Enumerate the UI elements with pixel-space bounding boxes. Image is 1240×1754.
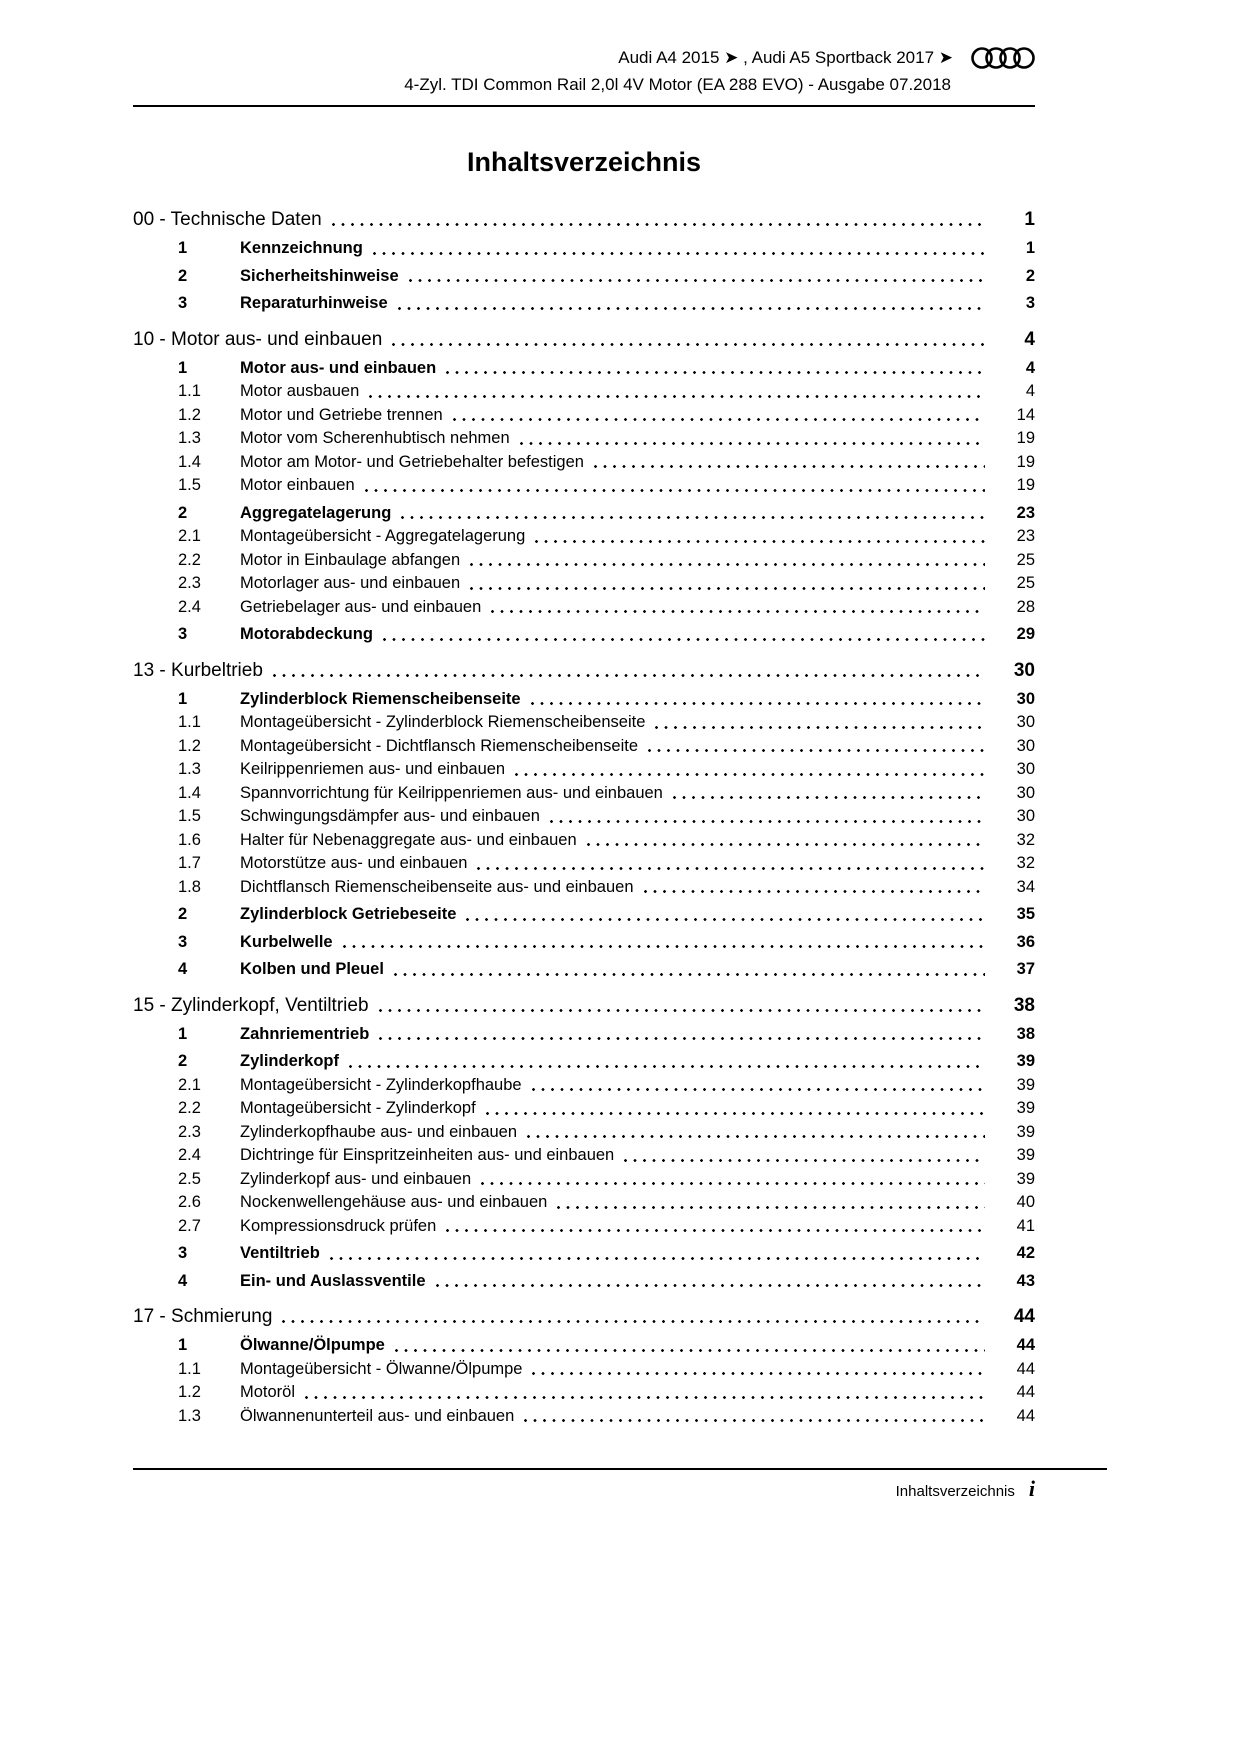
dot-leader: [394, 973, 985, 976]
toc-entry-page: 28: [1016, 597, 1035, 616]
toc-chapter-page: 30: [1013, 659, 1035, 681]
toc-entry-number: 1: [178, 239, 188, 257]
toc-chapter-label: 00 - Technische Daten: [133, 209, 322, 230]
toc-chapter-label: 15 - Zylinderkopf, Ventiltrieb: [133, 994, 369, 1016]
toc-entry-number: 2.5: [178, 1169, 201, 1188]
toc-chapter-page: 38: [1013, 994, 1035, 1016]
toc-entry-label: Montageübersicht - Zylinderkopfhaube: [240, 1075, 522, 1094]
toc-entry-number: 1.2: [178, 736, 201, 755]
page-footer: [133, 1468, 1107, 1502]
toc-entry-label: Zahnriementrieb: [240, 1024, 370, 1043]
toc-entry-number: 1.8: [178, 877, 201, 896]
audi-rings-icon: [971, 46, 1035, 70]
toc-entry-row[interactable]: [133, 1097, 1035, 1121]
toc-entry-row[interactable]: [133, 380, 1035, 404]
toc-entry-row[interactable]: [133, 596, 1035, 620]
dot-leader: [624, 1159, 985, 1162]
toc-entry-number: 2: [178, 1052, 188, 1070]
toc-entry-number: 1.4: [178, 452, 201, 471]
toc-entry-row[interactable]: [133, 735, 1035, 759]
dot-leader: [470, 563, 985, 566]
toc-chapter-page: 4: [1024, 328, 1035, 350]
dot-leader: [282, 1320, 985, 1323]
toc-entry-number: 2.4: [178, 597, 201, 616]
toc-entry-label: Zylinderkopfhaube aus- und einbauen: [240, 1122, 518, 1141]
dot-leader: [535, 540, 985, 543]
toc-entry-label: Motor in Einbaulage abfangen: [240, 550, 461, 569]
toc-entry-number: 1.1: [178, 1359, 201, 1378]
toc-entry-row[interactable]: [133, 1121, 1035, 1145]
toc-entry-number: 2.1: [178, 527, 201, 545]
dot-leader: [373, 252, 985, 255]
toc-entry-number: 1: [178, 358, 188, 377]
toc-entry-label: Motoröl: [240, 1383, 296, 1401]
toc-entry-label: Motor und Getriebe trennen: [240, 405, 443, 424]
dot-leader: [481, 1182, 985, 1185]
toc-entry-row[interactable]: [133, 549, 1035, 573]
header-divider: [133, 105, 1035, 107]
toc-entry-page: 19: [1016, 452, 1035, 471]
toc-entry-number: 1.6: [178, 830, 201, 849]
toc-entry-number: 3: [178, 1244, 188, 1262]
toc-chapter-label: 17 - Schmierung: [133, 1306, 273, 1327]
toc-entry-number: 4: [178, 1271, 188, 1290]
footer-label: Inhaltsverzeichnis: [895, 1483, 1015, 1500]
toc-entry-number: 2.3: [178, 1122, 201, 1141]
toc-entry-page: 4: [1025, 358, 1035, 377]
dot-leader: [392, 343, 985, 346]
toc-chapter-page: 44: [1013, 1306, 1035, 1327]
toc-entry-number: 1.2: [178, 1383, 201, 1401]
toc-entry-page: 30: [1016, 736, 1035, 755]
dot-leader: [369, 395, 985, 398]
table-of-contents: [133, 206, 1035, 1428]
dot-leader: [527, 1135, 985, 1138]
dot-leader: [557, 1206, 985, 1209]
footer-divider: [133, 1468, 1107, 1470]
toc-entry-page: 34: [1016, 877, 1035, 896]
toc-entry-label: Motorabdeckung: [240, 625, 373, 643]
toc-entry-label: Reparaturhinweise: [240, 294, 388, 312]
toc-entry-row[interactable]: [133, 451, 1035, 475]
toc-chapter-label: 13 - Kurbeltrieb: [133, 659, 263, 681]
toc-entry-label: Ölwannenunterteil aus- und einbauen: [240, 1406, 515, 1425]
dot-leader: [401, 516, 985, 519]
toc-entry-label: Zylinderkopf: [240, 1052, 340, 1070]
toc-entry-number: 1.3: [178, 760, 201, 778]
toc-chapter-row[interactable]: [133, 1303, 1035, 1330]
toc-entry-label: Dichtringe für Einspritzeinheiten aus- und einbauen: [240, 1146, 615, 1164]
toc-entry-label: Motor einbauen: [240, 476, 355, 494]
toc-entry-row[interactable]: [133, 623, 1035, 647]
toc-entry-label: Getriebelager aus- und einbauen: [240, 597, 482, 616]
dot-leader: [486, 1112, 985, 1115]
toc-entry-page: 44: [1016, 1383, 1035, 1401]
dot-leader: [470, 587, 985, 590]
dot-leader: [409, 279, 985, 282]
page-header: [133, 46, 1035, 107]
toc-entry-row[interactable]: [133, 1191, 1035, 1215]
toc-entry-page: 43: [1016, 1271, 1035, 1290]
toc-entry-row[interactable]: [133, 1050, 1035, 1074]
toc-entry-row[interactable]: [133, 404, 1035, 428]
toc-entry-page: 30: [1016, 807, 1035, 825]
toc-entry-number: 1.5: [178, 476, 201, 494]
toc-entry-page: 32: [1016, 854, 1035, 872]
toc-entry-number: 1.5: [178, 807, 201, 825]
toc-entry-label: Motor aus- und einbauen: [240, 358, 437, 377]
dot-leader: [466, 918, 985, 921]
dot-leader: [515, 773, 985, 776]
dot-leader: [673, 796, 985, 799]
toc-entry-label: Nockenwellengehäuse aus- und einbauen: [240, 1193, 548, 1211]
toc-entry-row[interactable]: [133, 1242, 1035, 1266]
toc-entry-row[interactable]: [133, 474, 1035, 498]
toc-entry-page: 30: [1016, 783, 1035, 802]
toc-entry-row[interactable]: [133, 805, 1035, 829]
toc-entry-label: Montageübersicht - Aggregatelagerung: [240, 527, 526, 545]
toc-entry-row[interactable]: [133, 1405, 1035, 1429]
toc-entry-page: 39: [1016, 1122, 1035, 1141]
toc-entry-number: 1.7: [178, 854, 201, 872]
dot-leader: [395, 1349, 985, 1352]
toc-entry-number: 3: [178, 932, 188, 951]
toc-entry-row[interactable]: [133, 1334, 1035, 1358]
dot-leader: [365, 489, 985, 492]
toc-entry-page: 19: [1016, 476, 1035, 494]
toc-entry-number: 1: [178, 1336, 188, 1354]
toc-entry-row[interactable]: [133, 758, 1035, 782]
toc-entry-number: 2.2: [178, 550, 201, 569]
toc-entry-label: Spannvorrichtung für Keilrippenriemen aus- und einbauen: [240, 783, 663, 802]
toc-entry-page: 41: [1016, 1216, 1035, 1235]
toc-entry-number: 1.3: [178, 429, 201, 447]
toc-entry-page: 39: [1016, 1052, 1035, 1070]
dot-leader: [446, 371, 985, 374]
toc-entry-label: Ölwanne/Ölpumpe: [240, 1336, 385, 1354]
toc-entry-page: 40: [1016, 1193, 1035, 1211]
toc-entry-label: Motor vom Scherenhubtisch nehmen: [240, 429, 510, 447]
toc-entry-page: 37: [1016, 960, 1035, 978]
toc-entry-number: 4: [178, 960, 188, 978]
toc-entry-page: 39: [1016, 1099, 1035, 1117]
dot-leader: [491, 610, 985, 613]
toc-entry-label: Ein- und Auslassventile: [240, 1271, 426, 1290]
dot-leader: [446, 1229, 985, 1232]
toc-entry-label: Montageübersicht - Ölwanne/Ölpumpe: [240, 1359, 523, 1378]
toc-entry-label: Motorstütze aus- und einbauen: [240, 854, 468, 872]
toc-entry-page: 25: [1016, 550, 1035, 569]
toc-entry-page: 44: [1016, 1359, 1035, 1378]
toc-entry-label: Schwingungsdämpfer aus- und einbauen: [240, 807, 540, 825]
toc-entry-page: 30: [1016, 689, 1035, 708]
dot-leader: [332, 223, 985, 226]
toc-entry-number: 2.2: [178, 1099, 201, 1117]
toc-entry-page: 23: [1016, 503, 1035, 522]
toc-entry-row[interactable]: [133, 1381, 1035, 1405]
toc-chapter-label: 10 - Motor aus- und einbauen: [133, 328, 383, 350]
toc-entry-page: 1: [1025, 239, 1035, 257]
toc-entry-number: 2.3: [178, 574, 201, 592]
toc-entry-page: 30: [1016, 760, 1035, 778]
dot-leader: [453, 418, 985, 421]
toc-entry-label: Kurbelwelle: [240, 932, 333, 951]
dot-leader: [436, 1284, 985, 1287]
toc-entry-page: 19: [1016, 429, 1035, 447]
toc-entry-label: Motor ausbauen: [240, 382, 360, 400]
toc-entry-number: 1.1: [178, 382, 201, 400]
dot-leader: [349, 1065, 985, 1068]
toc-entry-page: 42: [1016, 1244, 1035, 1262]
toc-entry-label: Kolben und Pleuel: [240, 960, 384, 978]
toc-entry-label: Halter für Nebenaggregate aus- und einbauen: [240, 830, 577, 849]
toc-entry-row[interactable]: [133, 292, 1035, 316]
dot-leader: [655, 726, 985, 729]
toc-entry-label: Zylinderblock Riemenscheibenseite: [240, 689, 521, 708]
toc-entry-row[interactable]: [133, 237, 1035, 261]
toc-entry-row[interactable]: [133, 688, 1035, 712]
toc-entry-number: 1.1: [178, 713, 201, 731]
toc-entry-label: Montageübersicht - Zylinderkopf: [240, 1099, 476, 1117]
toc-entry-number: 1: [178, 1024, 188, 1043]
toc-entry-number: 1: [178, 689, 188, 708]
toc-entry-page: 25: [1016, 574, 1035, 592]
toc-entry-label: Montageübersicht - Dichtflansch Riemenscheibenseite: [240, 736, 639, 755]
dot-leader: [379, 1037, 985, 1040]
toc-entry-row[interactable]: [133, 931, 1035, 955]
dot-leader: [330, 1257, 985, 1260]
dot-leader: [550, 820, 985, 823]
toc-entry-row[interactable]: [133, 711, 1035, 735]
toc-entry-row[interactable]: [133, 1358, 1035, 1382]
toc-entry-label: Motorlager aus- und einbauen: [240, 574, 461, 592]
toc-entry-page: 32: [1016, 830, 1035, 849]
toc-chapter-row[interactable]: [133, 206, 1035, 233]
dot-leader: [524, 1419, 985, 1422]
dot-leader: [594, 465, 985, 468]
dot-leader: [520, 442, 985, 445]
toc-entry-row[interactable]: [133, 1270, 1035, 1294]
dot-leader: [273, 674, 985, 677]
toc-entry-page: 14: [1016, 405, 1035, 424]
toc-entry-label: Sicherheitshinweise: [240, 266, 399, 285]
toc-entry-page: 36: [1016, 932, 1035, 951]
toc-entry-row[interactable]: [133, 903, 1035, 927]
toc-entry-number: 2: [178, 905, 188, 923]
dot-leader: [587, 843, 985, 846]
toc-entry-number: 1.2: [178, 405, 201, 424]
toc-entry-row[interactable]: [133, 829, 1035, 853]
toc-entry-number: 2.7: [178, 1216, 201, 1235]
toc-entry-number: 3: [178, 294, 188, 312]
dot-leader: [644, 890, 986, 893]
toc-entry-row[interactable]: [133, 782, 1035, 806]
dot-leader: [383, 638, 985, 641]
toc-entry-label: Kompressionsdruck prüfen: [240, 1216, 437, 1235]
toc-entry-row[interactable]: [133, 525, 1035, 549]
dot-leader: [379, 1009, 985, 1012]
toc-entry-number: 2.1: [178, 1075, 201, 1094]
toc-chapter-row[interactable]: [133, 657, 1035, 684]
toc-entry-number: 1.3: [178, 1406, 201, 1425]
toc-entry-page: 39: [1016, 1075, 1035, 1094]
toc-entry-number: 2.4: [178, 1146, 201, 1164]
dot-leader: [532, 1372, 985, 1375]
toc-entry-page: 44: [1016, 1406, 1035, 1425]
toc-entry-row[interactable]: [133, 502, 1035, 526]
toc-entry-page: 4: [1025, 382, 1035, 400]
toc-chapter-row[interactable]: [133, 992, 1035, 1019]
toc-entry-row[interactable]: [133, 852, 1035, 876]
toc-entry-row[interactable]: [133, 265, 1035, 289]
dot-leader: [398, 307, 985, 310]
dot-leader: [648, 749, 985, 752]
toc-entry-number: 1.4: [178, 783, 201, 802]
toc-entry-page: 39: [1016, 1146, 1035, 1164]
dot-leader: [477, 867, 985, 870]
toc-entry-page: 2: [1025, 266, 1035, 285]
toc-entry-label: Keilrippenriemen aus- und einbauen: [240, 760, 506, 778]
toc-entry-label: Montageübersicht - Zylinderblock Riemenscheibenseite: [240, 713, 646, 731]
toc-entry-page: 35: [1016, 905, 1035, 923]
header-model-line: Audi A4 2015 ➤ , Audi A5 Sportback 2017 ➤: [618, 48, 953, 67]
toc-entry-row[interactable]: [133, 357, 1035, 381]
toc-entry-number: 2: [178, 266, 188, 285]
toc-entry-row[interactable]: [133, 958, 1035, 982]
toc-entry-label: Kennzeichnung: [240, 239, 363, 257]
toc-chapter-row[interactable]: [133, 326, 1035, 353]
toc-entry-page: 3: [1025, 294, 1035, 312]
toc-entry-label: Motor am Motor- und Getriebehalter befestigen: [240, 452, 584, 471]
toc-entry-row[interactable]: [133, 1023, 1035, 1047]
toc-entry-row[interactable]: [133, 427, 1035, 451]
toc-entry-number: 2: [178, 503, 188, 522]
dot-leader: [343, 945, 985, 948]
dot-leader: [531, 702, 985, 705]
toc-entry-label: Ventiltrieb: [240, 1244, 320, 1262]
toc-entry-label: Aggregatelagerung: [240, 503, 392, 522]
toc-chapter-page: 1: [1024, 209, 1035, 230]
toc-entry-page: 38: [1016, 1024, 1035, 1043]
toc-entry-row[interactable]: [133, 1074, 1035, 1098]
toc-entry-row[interactable]: [133, 1215, 1035, 1239]
toc-entry-page: 30: [1016, 713, 1035, 731]
toc-entry-row[interactable]: [133, 1168, 1035, 1192]
toc-entry-row[interactable]: [133, 572, 1035, 596]
toc-entry-row[interactable]: [133, 876, 1035, 900]
toc-entry-label: Zylinderblock Getriebeseite: [240, 905, 457, 923]
footer-page-number: i: [1028, 1476, 1035, 1501]
header-engine-line: 4-Zyl. TDI Common Rail 2,0l 4V Motor (EA 288 EVO) - Ausgabe 07.2018: [404, 75, 951, 94]
dot-leader: [532, 1088, 985, 1091]
toc-entry-label: Zylinderkopf aus- und einbauen: [240, 1169, 472, 1188]
toc-entry-page: 39: [1016, 1169, 1035, 1188]
toc-entry-page: 29: [1016, 625, 1035, 643]
toc-entry-label: Dichtflansch Riemenscheibenseite aus- und einbauen: [240, 877, 634, 896]
toc-entry-number: 2.6: [178, 1193, 201, 1211]
dot-leader: [305, 1396, 985, 1399]
toc-entry-page: 23: [1016, 527, 1035, 545]
page-title: Inhaltsverzeichnis: [466, 147, 702, 177]
toc-entry-row[interactable]: [133, 1144, 1035, 1168]
toc-entry-number: 3: [178, 625, 188, 643]
toc-entry-page: 44: [1016, 1336, 1035, 1354]
